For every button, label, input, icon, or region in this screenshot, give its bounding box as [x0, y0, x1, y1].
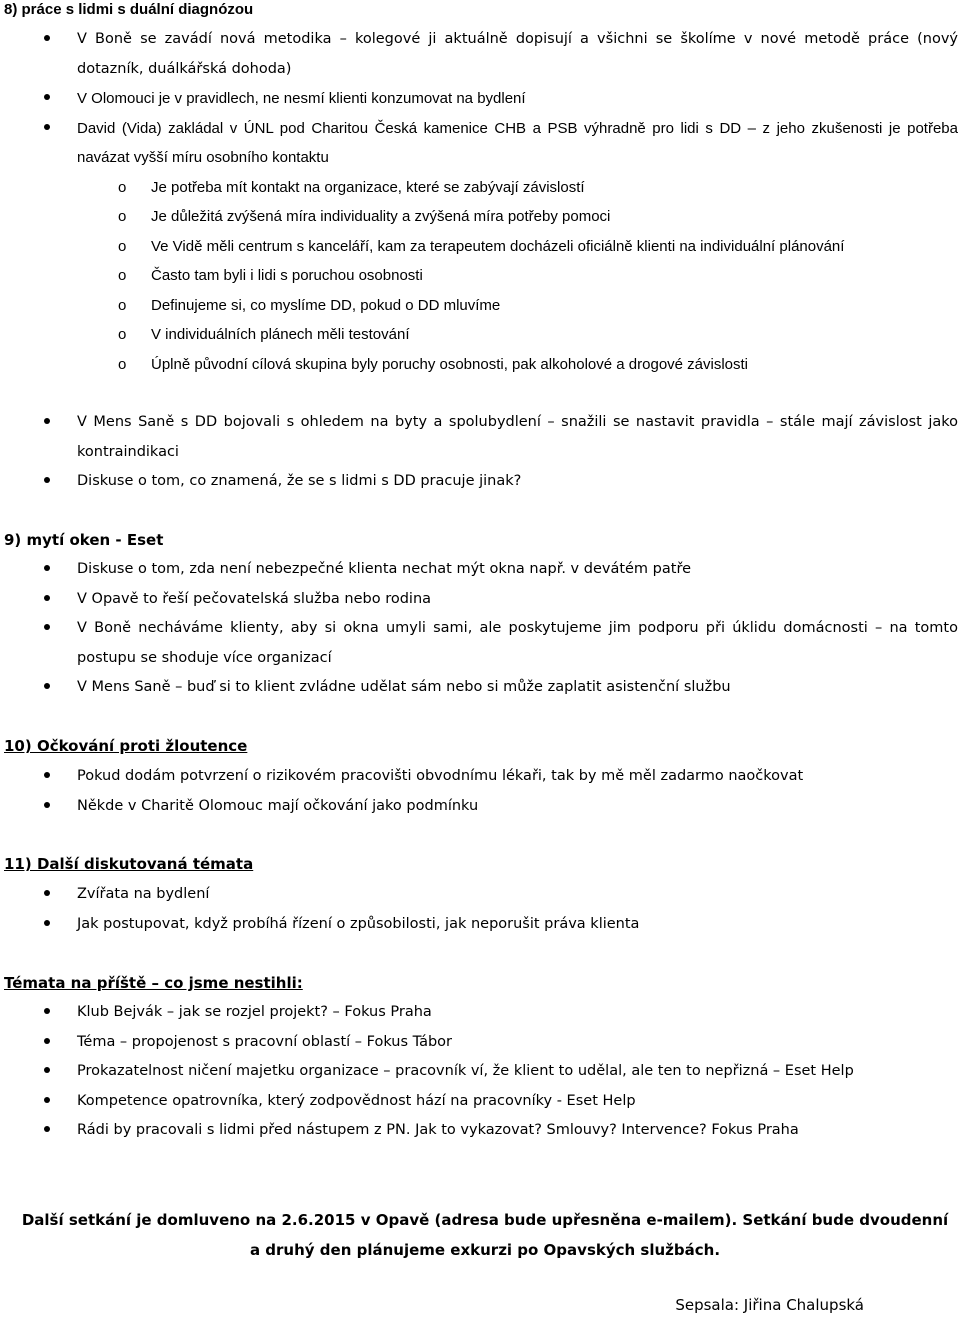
list-item: V Opavě to řeší pečovatelská služba nebo rodina: [0, 585, 960, 615]
list-item: Někde v Charitě Olomouc mají očkování jako podmínku: [0, 792, 960, 822]
section-10-list: [0, 762, 960, 821]
sub-list-item: o Ve Vidě měli centrum s kanceláří, kam za terapeutem docházeli oficiálně klienti na individuální plánování: [77, 232, 958, 262]
list-item: Klub Bejvák – jak se rozjel projekt? – Fokus Praha: [0, 998, 960, 1028]
sub-list-item: o Často tam byli i lidi s poruchou osobnosti: [77, 261, 958, 291]
next-meeting-note: Další setkání je domluveno na 2.6.2015 v Opavě (adresa bude upřesněna e-mailem). Setkání bude dvoudenní a druhý den plánujeme exkurzi po Opavských službách.: [21, 1211, 949, 1259]
sub-list-item: o Je potřeba mít kontakt na organizace, které se zabývají závislostí: [77, 173, 958, 203]
section-8-list-continued: [0, 408, 960, 497]
section-11-list: [0, 880, 960, 939]
next-topics-list: [0, 998, 960, 1146]
list-item: Prokazatelnost ničení majetku organizace – pracovník ví, že klient to udělal, ale ten to nepřizná – Eset Help: [0, 1057, 960, 1087]
next-topics-heading: Témata na příště – co jsme nestihli:: [4, 974, 303, 992]
list-item: Diskuse o tom, co znamená, že se s lidmi s DD pracuje jinak?: [0, 467, 960, 497]
list-item: Diskuse o tom, zda není nebezpečné klienta nechat mýt okna např. v devátém patře: [0, 555, 960, 585]
list-item: Kompetence opatrovníka, který zodpovědnost hází na pracovníky - Eset Help: [0, 1087, 960, 1117]
list-item: V Boně necháváme klienty, aby si okna umyli sami, ale poskytujeme jim podporu při úklidu domácnosti – na tomto postupu se shoduje více organizací: [0, 614, 960, 673]
sub-list-item: o V individuálních plánech měli testování: [77, 320, 958, 350]
list-item: V Mens Saně – buď si to klient zvládne udělat sám nebo si může zaplatit asistenční službu: [0, 673, 960, 703]
section-8-sublist: [77, 173, 958, 380]
section-10-heading: 10) Očkování proti žloutence: [4, 737, 248, 755]
list-item: Jak postupovat, když probíhá řízení o způsobilosti, jak neporušit práva klienta: [0, 910, 960, 940]
list-item: V Boně se zavádí nová metodika – kolegové ji aktuálně dopisují a všichni se školíme v nové metodě práce (nový dotazník, duálkářská dohoda): [0, 25, 960, 84]
list-item: Pokud dodám potvrzení o rizikovém pracovišti obvodnímu lékaři, tak by mě měl zadarmo naočkovat: [0, 762, 960, 792]
section-9-heading: 9) mytí oken - Eset: [4, 531, 164, 549]
section-8-heading: 8) práce s lidmi s duální diagnózou: [4, 1, 254, 18]
sub-list-item: o Úplně původní cílová skupina byly poruchy osobnosti, pak alkoholové a drogové závislosti: [77, 350, 958, 380]
section-8-list: [0, 25, 960, 379]
list-item: Téma – propojenost s pracovní oblastí – Fokus Tábor: [0, 1028, 960, 1058]
list-item: V Olomouci je v pravidlech, ne nesmí klienti konzumovat na bydlení: [0, 84, 960, 114]
list-item: David (Vida) zakládal v ÚNL pod Charitou Česká kamenice CHB a PSB výhradně pro lidi s DD – z jeho zkušenosti je potřeba navázat vyšší míru osobního kontaktu o Je potřeba mít kontakt na organizace, které se zabývají závislostí o Je důležitá zvýšená míra individuality a zvýšená míra potřeby pomoci o Ve Vidě měli centrum s kanceláří, kam za terapeutem docházeli oficiálně klienti na individuální plánování o Často tam byli i lidi s poruchou osobnosti o Definujeme si, co myslíme DD, pokud o DD mluvíme o V individuálních plánech měli testování o Úplně původní cílová skupina byly poruchy osobnosti, pak alkoholové a drogové závislosti: [0, 114, 960, 380]
section-11-heading: 11) Další diskutovaná témata: [4, 855, 254, 873]
sub-list-item: o Definujeme si, co myslíme DD, pokud o DD mluvíme: [77, 291, 958, 321]
list-item: Rádi by pracovali s lidmi před nástupem z PN. Jak to vykazovat? Smlouvy? Intervence? Fokus Praha: [0, 1116, 960, 1146]
list-item: Zvířata na bydlení: [0, 880, 960, 910]
author-signature: Sepsala: Jiřina Chalupská: [675, 1296, 864, 1314]
section-9-list: [0, 555, 960, 703]
sub-list-item: o Je důležitá zvýšená míra individuality a zvýšená míra potřeby pomoci: [77, 202, 958, 232]
list-item: V Mens Saně s DD bojovali s ohledem na byty a spolubydlení – snažili se nastavit pravidla – stále mají závislost jako kontraindikaci: [0, 408, 960, 467]
